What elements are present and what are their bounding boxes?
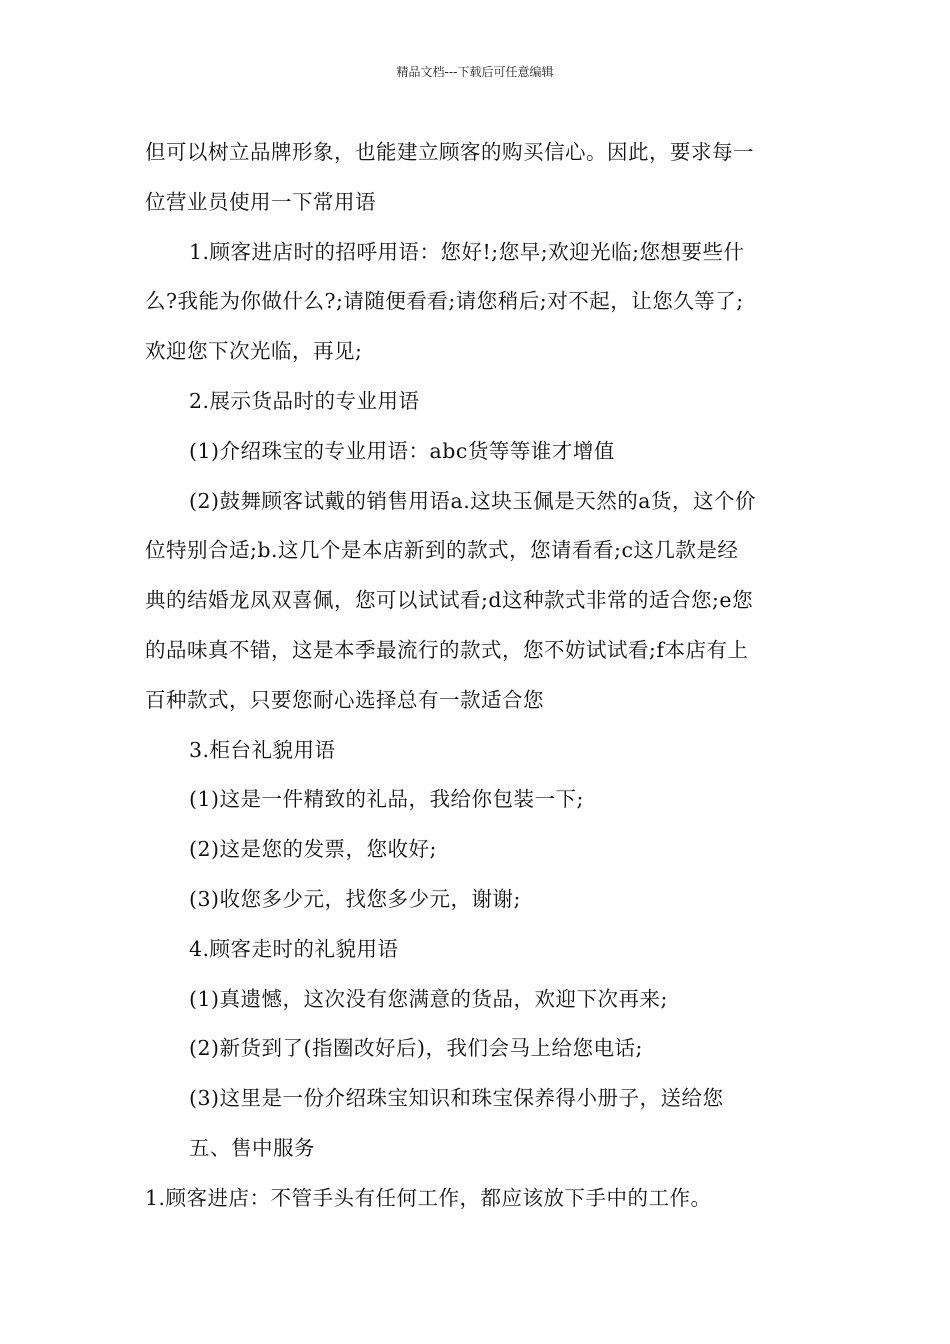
page-header: 精品文档---下载后可任意编辑 xyxy=(396,65,554,79)
text-line: 么?我能为你做什么?;请随便看看;请您稍后;对不起，让您久等了; xyxy=(145,289,744,314)
text-line: 3.柜台礼貌用语 xyxy=(189,737,336,762)
text-line: 4.顾客走时的礼貌用语 xyxy=(189,936,399,961)
section-heading: 五、售中服务 xyxy=(189,1135,315,1160)
text-line: 1.顾客进店时的招呼用语：您好!;您早;欢迎光临;您想要些什 xyxy=(189,239,745,264)
text-line: 欢迎您下次光临，再见; xyxy=(145,339,363,364)
text-line: 1.顾客进店：不管手头有任何工作，都应该放下手中的工作。 xyxy=(145,1185,712,1210)
text-line: (2)新货到了(指圈改好后)，我们会马上给您电话; xyxy=(189,1036,643,1061)
text-line: (3)这里是一份介绍珠宝知识和珠宝保养得小册子，送给您 xyxy=(189,1086,724,1111)
text-line: (1)这是一件精致的礼品，我给你包装一下; xyxy=(189,787,584,812)
body-text xyxy=(145,128,815,1224)
text-line: (1)真遗憾，这次没有您满意的货品，欢迎下次再来; xyxy=(189,986,668,1011)
text-line: 百种款式，只要您耐心选择总有一款适合您 xyxy=(145,687,544,712)
text-line: 但可以树立品牌形象，也能建立顾客的购买信心。因此，要求每一 xyxy=(145,140,754,164)
text-line: (2)鼓舞顾客试戴的销售用语a.这块玉佩是天然的a货，这个价 xyxy=(189,488,756,513)
text-line: 2.展示货品时的专业用语 xyxy=(189,388,420,413)
text-line: (3)收您多少元，找您多少元，谢谢; xyxy=(189,886,521,911)
text-line: 的品味真不错，这是本季最流行的款式，您不妨试试看;f本店有上 xyxy=(145,637,749,662)
text-line: 典的结婚龙凤双喜佩，您可以试试看;d这种款式非常的适合您;e您 xyxy=(145,588,754,613)
text-line: 位营业员使用一下常用语 xyxy=(145,189,376,214)
text-line: 位特别合适;b.这几个是本店新到的款式，您请看看;c这几款是经 xyxy=(145,538,739,563)
text-line: (2)这是您的发票，您收好; xyxy=(189,837,437,862)
text-line: (1)介绍珠宝的专业用语：abc货等等谁才增值 xyxy=(189,438,615,463)
